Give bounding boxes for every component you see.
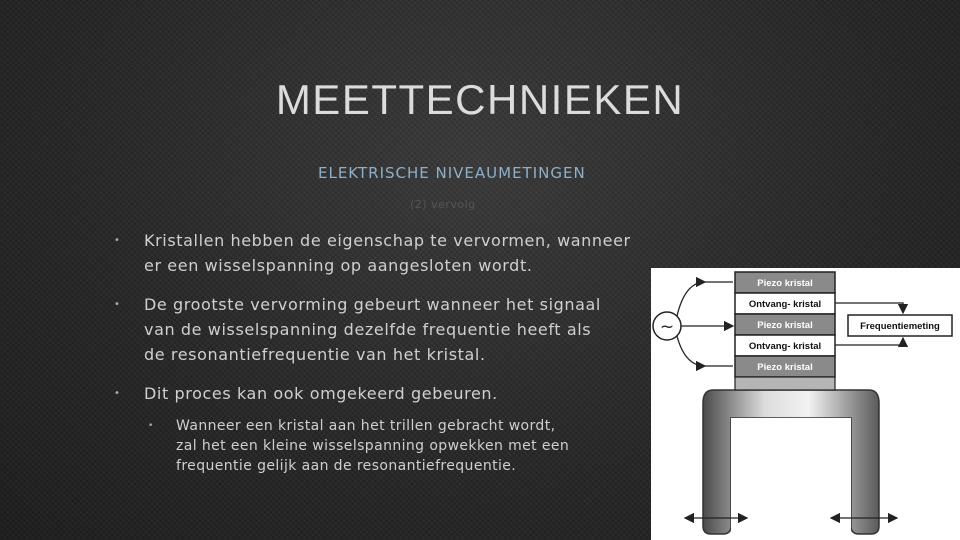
- sub-bullet-marker: •: [148, 421, 154, 431]
- diagram-svg: [651, 268, 960, 540]
- frequency-meter-label: Frequentiemeting: [860, 321, 940, 332]
- bullet-item: [110, 381, 640, 476]
- sub-bullet-list: [144, 416, 640, 476]
- bullet-marker: •: [114, 235, 121, 246]
- sub-bullet-text: frequentie gelijk aan de resonantiefrequentie.: [176, 458, 517, 474]
- crystal-label: Piezo kristal: [757, 320, 813, 331]
- sub-bullet-text: Wanneer een kristal aan het trillen gebracht wordt,: [176, 418, 556, 434]
- crystal-base: [735, 377, 835, 390]
- wire: [677, 336, 705, 366]
- bullet-item: [110, 292, 640, 367]
- source-wires: [677, 282, 733, 366]
- sub-bullet-text: zal het een kleine wisselspanning opwekken met een: [176, 438, 570, 454]
- bullet-marker: •: [114, 299, 121, 310]
- wire: [835, 303, 903, 313]
- bullet-text: Kristallen hebben de eigenschap te vervormen, wanneer: [144, 231, 631, 250]
- ac-source-symbol: ~: [659, 317, 675, 337]
- bullet-text: De grootste vervorming gebeurt wanneer het signaal: [144, 295, 601, 314]
- crystal-label: Piezo kristal: [757, 362, 813, 373]
- tuning-fork-sensor-diagram: [651, 268, 960, 540]
- slide-sublabel: (2) vervolg: [410, 198, 476, 211]
- wire: [677, 282, 705, 316]
- bullet-text: van de wisselspanning dezelfde frequentie heeft als: [144, 320, 592, 339]
- bullet-item: [110, 228, 640, 278]
- slide-subtitle: ELEKTRISCHE NIVEAUMETINGEN: [318, 164, 586, 182]
- bullet-text: de resonantiefrequentie van het kristal.: [144, 345, 486, 364]
- sub-bullet-item: [144, 416, 640, 476]
- bullet-marker: •: [114, 388, 121, 399]
- crystal-label: Piezo kristal: [757, 278, 813, 289]
- crystal-label: Ontvang- kristal: [748, 299, 822, 310]
- slide-title: MEETTECHNIEKEN: [275, 76, 685, 123]
- wire: [835, 338, 903, 345]
- bullet-text: Dit proces kan ook omgekeerd gebeuren.: [144, 384, 498, 403]
- bullet-list: [110, 228, 640, 490]
- bullet-text: er een wisselspanning op aangesloten wordt.: [144, 256, 533, 275]
- crystal-label: Ontvang- kristal: [748, 341, 822, 352]
